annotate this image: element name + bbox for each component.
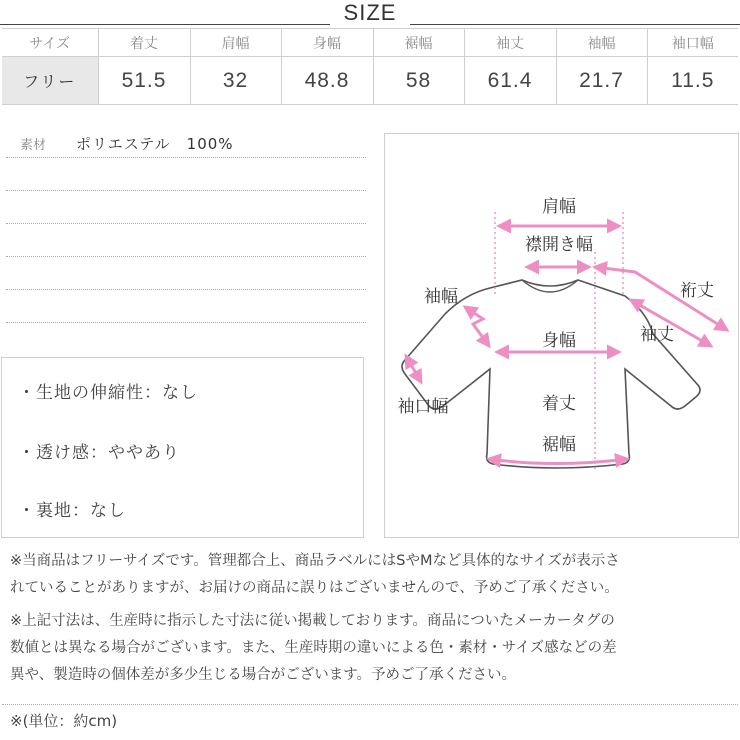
measurement-diagram [384,133,739,538]
value-shoulder: 32 [190,57,281,105]
header-sleeve-length: 袖丈 [464,29,556,57]
fabric-features-box [1,357,364,538]
size-title-row [0,0,740,28]
unit-note: ※(単位：約cm) [10,712,118,730]
feature-lining: ・裏地：なし [18,501,126,521]
blank-line [6,224,366,257]
garment-illustration [385,134,740,539]
label-cuff: 袖口幅 [397,397,449,417]
notes-section [10,548,736,683]
value-hem-width: 58 [373,57,464,105]
value-body-width: 48.8 [281,57,373,105]
size-title: SIZE [343,0,397,25]
material-label: 素材 [20,138,47,153]
label-neck: 襟開き幅 [525,235,593,255]
blank-line [6,257,366,290]
label-length: 着丈 [542,394,576,414]
label-hem: 裾幅 [542,435,576,455]
header-body-width: 身幅 [281,29,373,57]
header-length: 着丈 [98,29,190,57]
value-cuff-width: 11.5 [647,57,738,105]
header-size: サイズ [2,29,98,57]
table-row [2,57,738,105]
hem-arrow [489,459,627,464]
header-cuff-width: 袖口幅 [647,29,738,57]
value-sleeve-length: 61.4 [464,57,556,105]
material-line [6,132,366,158]
value-length: 51.5 [98,57,190,105]
note-measurements [10,608,617,689]
material-value: ポリエステル 100% [76,135,234,153]
note-line: ※当商品はフリーサイズです。管理都合上、商品ラベルにはSやMなど具体的なサイズが表示さ [10,553,620,569]
title-rule-left [0,24,330,25]
note-line: れていることがありますが、お届けの商品に誤りはございませんので、予めご了承ください。 [10,580,619,596]
title-rule-right [410,24,740,25]
blank-line [6,191,366,224]
note-line: 異や、製造時の個体差が多少生じる場合がございます。予めご了承ください。 [10,667,517,683]
notes-divider [2,704,738,705]
header-shoulder: 肩幅 [190,29,281,57]
feature-sheerness: ・透け感：ややあり [18,443,180,463]
value-sleeve-width: 21.7 [556,57,647,105]
sleeve-width-arrow [465,307,489,346]
note-line: 数値とは異なる場合がございます。また、生産時期の違いによる色・素材・サイズ感などの差 [10,640,617,656]
label-yuki: 裄丈 [680,281,714,301]
header-hem-width: 裾幅 [373,29,464,57]
note-free-size [10,548,736,602]
label-body-width: 身幅 [542,331,576,351]
header-sleeve-width: 袖幅 [556,29,647,57]
row-size-free: フリー [2,57,98,105]
feature-stretch: ・生地の伸縮性：なし [18,383,198,403]
note-line: ※上記寸法は、生産時に指示した寸法に従い掲載しております。商品についたメーカータグの [10,613,615,629]
label-sleeve-length: 袖丈 [640,325,674,345]
label-shoulder: 肩幅 [542,197,576,217]
label-sleeve-width: 袖幅 [424,287,458,307]
size-table [2,28,738,105]
size-table-header-row [2,29,738,57]
material-section [6,132,366,323]
blank-line [6,158,366,191]
blank-line [6,290,366,323]
